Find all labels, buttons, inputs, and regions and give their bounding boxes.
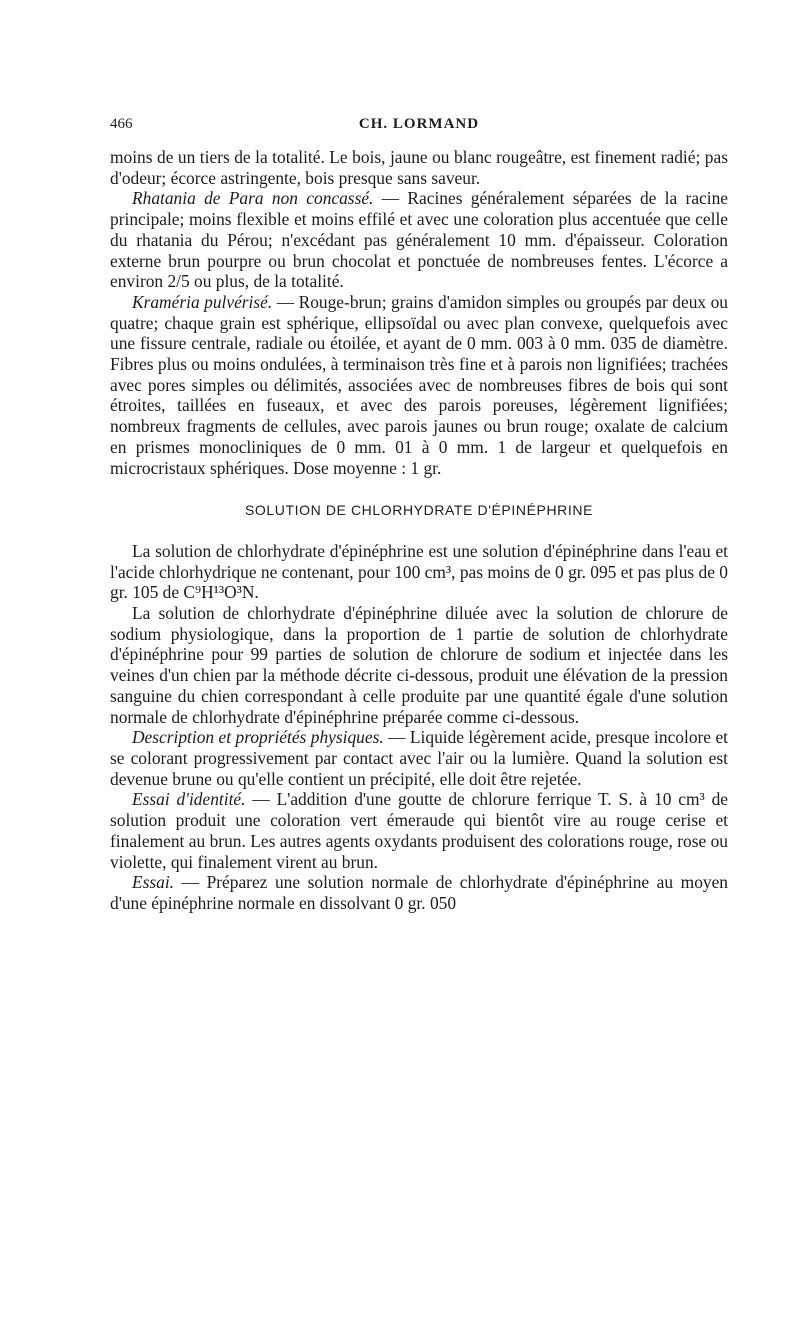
paragraph xyxy=(110,541,728,603)
paragraph xyxy=(110,292,728,478)
paragraph-lead: Essai d'identité. xyxy=(132,789,246,810)
paragraph-text: La solution de chlorhydrate d'épinéphrine est une solution d'épinéphrine dans l'eau et l'acide chlorhydrique ne contenant, pour 100 cm³, pas moins de 0 gr. 095 et pas plus de 0 gr. 105 de C⁹H¹³O³N. xyxy=(110,540,728,603)
paragraph xyxy=(110,188,728,292)
running-head: CH. LORMAND xyxy=(358,116,480,132)
page-number: 466 xyxy=(110,116,133,132)
paragraph-text: La solution de chlorhydrate d'épinéphrine diluée avec la solution de chlorure de sodium physiologique, dans la proportion de 1 partie de solution de chlorhydrate d'épinéphrine pour 99 parties de solution de chlorure de sodium et injectée dans les veines d'un chien par la méthode décrite ci-dessous, produit une élévation de la pression sanguine du chien correspondant à celle produite par une quantité égale d'une solution normale de chlorhydrate d'épinéphrine préparée comme ci-dessous. xyxy=(110,603,728,727)
body-text xyxy=(110,147,728,914)
paragraph-text: — L'addition d'une goutte de chlorure ferrique T. S. à 10 cm³ de solution produit une coloration vert émeraude qui bientôt vire au rouge cerise et finalement au brun. Les autres agents oxydants produisent des colorations rouge, rose ou violette, qui finalement virent au brun. xyxy=(110,789,728,872)
paragraph xyxy=(110,603,728,727)
paragraph-lead: Kraméria pulvérisé. xyxy=(132,291,273,312)
paragraph xyxy=(110,872,728,913)
paragraph-text: — Racines généralement séparées de la racine principale; moins flexible et moins effilé et avec une coloration plus accentuée que celle du rhatania du Pérou; n'excédant pas généralement 10 mm. d'épaisseur. Coloration externe brun pourpre ou brun chocolat et ponctuée de nombreuses fentes. L'écorce a environ 2/5 ou plus, de la totalité. xyxy=(110,188,729,292)
paragraph xyxy=(110,789,728,872)
section-heading: SOLUTION DE CHLORHYDRATE D'ÉPINÉPHRINE xyxy=(244,502,594,519)
paragraph xyxy=(110,147,728,188)
paragraph-text: moins de un tiers de la totalité. Le bois, jaune ou blanc rougeâtre, est finement radié; pas d'odeur; écorce astringente, bois presque sans saveur. xyxy=(110,147,728,188)
paragraph-lead: Description et propriétés physiques. xyxy=(132,727,384,748)
paragraph-lead: Essai. xyxy=(132,872,175,893)
paragraph-text: — Préparez une solution normale de chlorhydrate d'épinéphrine au moyen d'une épinéphrine normale en dissolvant 0 gr. 050 xyxy=(110,872,728,913)
paragraph xyxy=(110,727,728,789)
page-header xyxy=(110,116,728,138)
paragraph-text: — Liquide légèrement acide, presque incolore et se colorant progressivement par contact avec l'air ou la lumière. Quand la solution est devenue brune ou qu'elle contient un précipité, elle doit être rejetée. xyxy=(110,727,728,789)
paragraph-lead: Rhatania de Para non concassé. xyxy=(132,188,374,209)
paragraph-text: — Rouge-brun; grains d'amidon simples ou groupés par deux ou quatre; chaque grain est sphérique, ellipsoïdal ou avec plan convexe, quelquefois avec une fissure centrale, radiale ou étoilée, et ayant de 0 mm. 003 à 0 mm. 035 de diamètre. Fibres plus ou moins ondulées, à terminaison très fine et à parois non lignifiées; trachées avec pores simples ou délimités, associées avec de nombreuses fibres de bois qui sont étroites, taillées en fuseaux, et avec des parois poreuses, légèrement lignifiées; nombreux fragments de cellules, avec parois jaunes ou brun rouge; oxalate de calcium en prismes monocliniques de 0 mm. 01 à 0 mm. 1 de largeur et quelquefois en microcristaux sphériques. Dose moyenne : 1 gr. xyxy=(110,291,728,478)
